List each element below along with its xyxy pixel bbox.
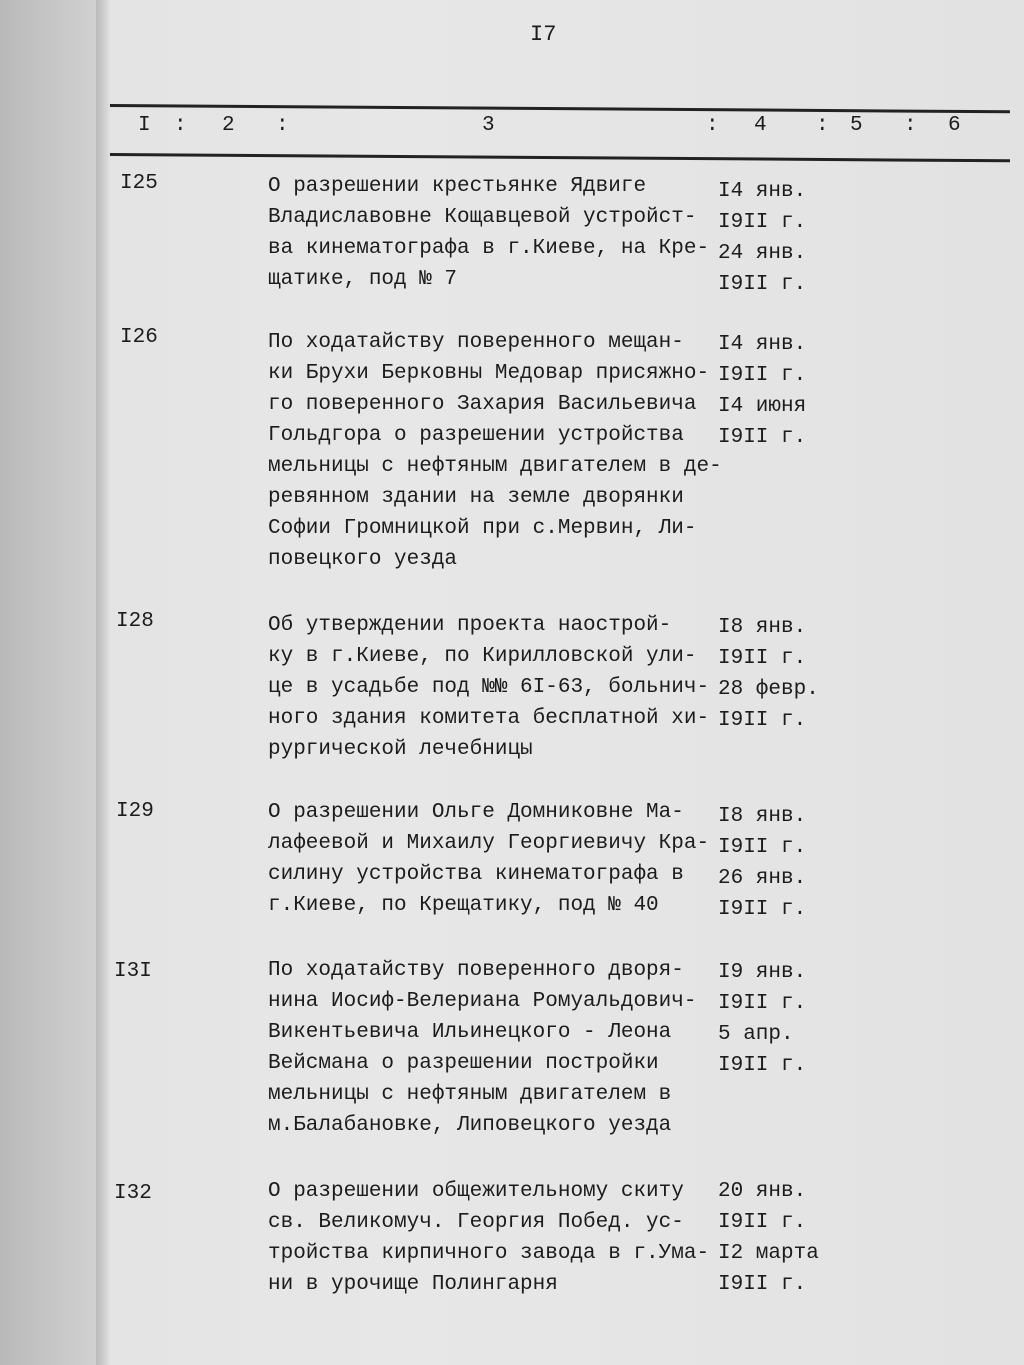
start-year: I9II г. bbox=[718, 1211, 807, 1234]
entry-number: I32 bbox=[114, 1182, 152, 1205]
entry-line: св. Великомуч. Георгия Побед. ус- bbox=[268, 1211, 684, 1234]
column-separator: : bbox=[706, 114, 719, 137]
end-year: I9II г. bbox=[718, 898, 807, 921]
start-date: I4 янв. bbox=[718, 180, 807, 203]
start-year: I9II г. bbox=[718, 992, 807, 1015]
end-date: 26 янв. bbox=[718, 867, 807, 890]
start-date: I4 янв. bbox=[718, 333, 807, 356]
entry-line: По ходатайству поверенного дворя- bbox=[268, 959, 684, 982]
entry-line: тройства кирпичного завода в г.Ума- bbox=[268, 1242, 710, 1265]
entry-dates bbox=[718, 801, 806, 925]
end-year: I9II г. bbox=[718, 1054, 807, 1077]
end-date: I4 июня bbox=[718, 395, 807, 418]
entry-line: ного здания комитета бесплатной хи- bbox=[268, 707, 710, 730]
start-date: I9 янв. bbox=[718, 961, 807, 984]
column-header-1: I bbox=[138, 114, 151, 137]
end-year: I9II г. bbox=[718, 426, 807, 449]
entry-line: го поверенного Захария Васильевича bbox=[268, 393, 697, 416]
entry-dates bbox=[718, 1176, 819, 1300]
entry-line: ва кинематографа в г.Киеве, на Кре- bbox=[268, 237, 710, 260]
entry-line: силину устройства кинематографа в bbox=[268, 863, 684, 886]
page-number: I7 bbox=[530, 22, 557, 47]
entry-number: I26 bbox=[120, 326, 158, 349]
entry-line: По ходатайству поверенного мещан- bbox=[268, 331, 684, 354]
entry-dates bbox=[718, 957, 806, 1081]
start-date: I8 янв. bbox=[718, 616, 807, 639]
column-header-4: 4 bbox=[754, 114, 767, 137]
entry-line: Гольдгора о разрешении устройства bbox=[268, 424, 684, 447]
entry-dates bbox=[718, 612, 819, 736]
entry-dates bbox=[718, 329, 806, 453]
entry-number: I29 bbox=[116, 800, 154, 823]
entry-description bbox=[268, 327, 722, 575]
column-header-6: 6 bbox=[948, 114, 961, 137]
start-year: I9II г. bbox=[718, 211, 807, 234]
start-year: I9II г. bbox=[718, 364, 807, 387]
entry-line: Об утверждении проекта наострой- bbox=[268, 614, 672, 637]
entry-number: I3I bbox=[114, 960, 152, 983]
entry-line: Викентьевича Ильинецкого - Леона bbox=[268, 1021, 672, 1044]
start-date: I8 янв. bbox=[718, 805, 807, 828]
end-date: 5 апр. bbox=[718, 1023, 794, 1046]
entry-number: I25 bbox=[120, 172, 158, 195]
entry-line: повецкого уезда bbox=[268, 548, 458, 571]
entry-line: це в усадьбе под №№ 6I-63, больнич- bbox=[268, 676, 710, 699]
start-date: 20 янв. bbox=[718, 1180, 807, 1203]
entry-line: ку в г.Киеве, по Кирилловской ули- bbox=[268, 645, 697, 668]
end-date: 24 янв. bbox=[718, 242, 807, 265]
entry-description bbox=[268, 610, 708, 765]
entry-description bbox=[268, 1176, 708, 1300]
entry-line: мельницы с нефтяным двигателем в де- bbox=[268, 455, 722, 478]
end-year: I9II г. bbox=[718, 709, 807, 732]
column-header-2: 2 bbox=[222, 114, 235, 137]
end-date: 28 февр. bbox=[718, 678, 819, 701]
entry-line: О разрешении крестьянке Ядвиге bbox=[268, 175, 647, 198]
entry-line: Вейсмана о разрешении постройки bbox=[268, 1052, 659, 1075]
start-year: I9II г. bbox=[718, 836, 807, 859]
header-rule-top bbox=[110, 104, 1010, 113]
entry-number: I28 bbox=[116, 610, 154, 633]
entry-line: нина Иосиф-Велериана Ромуальдович- bbox=[268, 990, 697, 1013]
document-page bbox=[110, 0, 1024, 1365]
header-rule-bottom bbox=[110, 153, 1010, 162]
entry-line: Софии Громницкой при с.Мервин, Ли- bbox=[268, 517, 697, 540]
entry-line: г.Киеве, по Крещатику, под № 40 bbox=[268, 894, 659, 917]
end-year: I9II г. bbox=[718, 1273, 807, 1296]
entry-description bbox=[268, 171, 708, 295]
column-separator: : bbox=[276, 114, 289, 137]
column-header-5: 5 bbox=[850, 114, 863, 137]
entry-line: О разрешении Ольге Домниковне Ма- bbox=[268, 801, 684, 824]
column-separator: : bbox=[816, 114, 829, 137]
entry-line: Владиславовне Кощавцевой устройст- bbox=[268, 206, 697, 229]
entry-line: мельницы с нефтяным двигателем в bbox=[268, 1083, 672, 1106]
entry-dates bbox=[718, 176, 806, 300]
column-separator: : bbox=[904, 114, 917, 137]
entry-line: м.Балабановке, Липовецкого уезда bbox=[268, 1114, 672, 1137]
binding-shadow bbox=[96, 0, 110, 1365]
entry-line: щатике, под № 7 bbox=[268, 268, 458, 291]
end-date: I2 марта bbox=[718, 1242, 819, 1265]
entry-line: ни в урочище Полингарня bbox=[268, 1273, 558, 1296]
end-year: I9II г. bbox=[718, 273, 807, 296]
entry-line: ки Брухи Берковны Медовар присяжно- bbox=[268, 362, 710, 385]
entry-description bbox=[268, 955, 708, 1141]
entry-description bbox=[268, 797, 708, 921]
entry-line: ревянном здании на земле дворянки bbox=[268, 486, 684, 509]
column-header-3: 3 bbox=[482, 114, 495, 137]
entry-line: рургической лечебницы bbox=[268, 738, 533, 761]
entry-line: лафеевой и Михаилу Георгиевичу Кра- bbox=[268, 832, 710, 855]
start-year: I9II г. bbox=[718, 647, 807, 670]
column-separator: : bbox=[174, 114, 187, 137]
entry-line: О разрешении общежительному скиту bbox=[268, 1180, 684, 1203]
